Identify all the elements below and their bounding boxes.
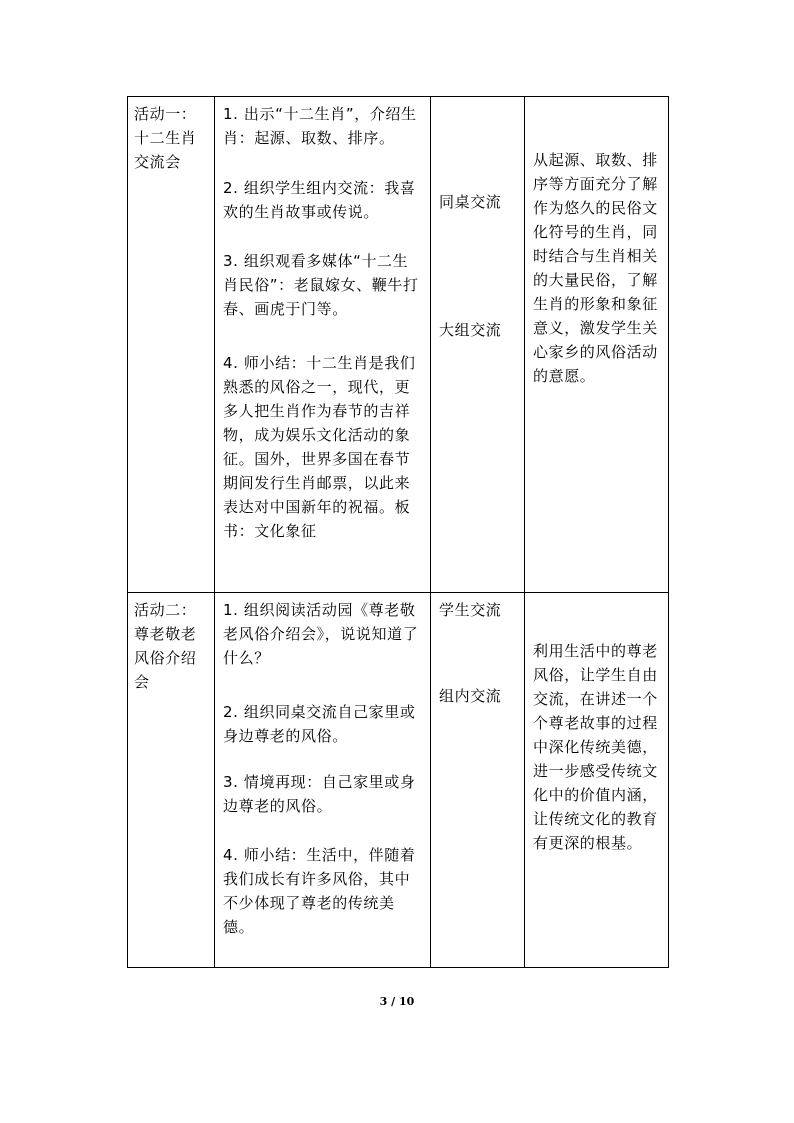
step-text: 2. 组织同桌交流自己家里或身边尊老的风俗。: [223, 703, 416, 745]
step-text: 4. 师小结：生活中，伴随着我们成长有许多风俗，其中不少体现了尊老的传统美德。: [223, 846, 416, 936]
activity-title: 活动二：尊老敬老风俗介绍会: [134, 601, 197, 691]
intent-cell: [525, 593, 668, 967]
table-row: [128, 97, 668, 593]
activity-cell: [128, 593, 215, 967]
activity-cell: [128, 97, 215, 592]
intent-cell: [525, 97, 668, 592]
intent-text: 从起源、取数、排序等方面充分了解作为悠久的民俗文化符号的生肖，同时结合与生肖相关的大量民俗，了解生肖的形象和象征意义，激发学生关心家乡的风俗活动的意愿。: [533, 151, 658, 385]
step-text: 1. 出示“十二生肖”，介绍生肖：起源、取数、排序。: [223, 105, 417, 147]
steps-cell: [215, 593, 431, 967]
form-cell: [431, 97, 525, 592]
form-label: 同桌交流: [439, 193, 502, 211]
steps-cell: [215, 97, 431, 592]
step-text: 1. 组织阅读活动园《尊老敬老风俗介绍会》，说说知道了什么？: [223, 601, 419, 667]
form-label: 学生交流: [439, 601, 502, 619]
form-label: 大组交流: [439, 321, 502, 339]
form-cell: [431, 593, 525, 967]
step-text: 3. 情境再现：自己家里或身边尊老的风俗。: [223, 773, 416, 815]
step-text: 2. 组织学生组内交流：我喜欢的生肖故事或传说。: [223, 179, 416, 221]
page-number: 3 / 10: [379, 995, 415, 1008]
table-row: [128, 593, 668, 967]
step-text: 3. 组织观看多媒体“十二生肖民俗”：老鼠嫁女、鞭牛打春、画虎于门等。: [223, 252, 419, 318]
form-label: 组内交流: [439, 687, 502, 705]
lesson-plan-table: [127, 96, 669, 968]
activity-title: 活动一：十二生肖交流会: [134, 105, 197, 171]
intent-text: 利用生活中的尊老风俗，让学生自由交流，在讲述一个个尊老故事的过程中深化传统美德，进一步感受传统文化中的价值内涵，让传统文化的教育有更深的根基。: [533, 642, 658, 852]
step-text: 4. 师小结：十二生肖是我们熟悉的风俗之一，现代，更多人把生肖作为春节的吉祥物，成为娱乐文化活动的象征。国外，世界多国在春节期间发行生肖邮票，以此来表达对中国新年的祝福。板书：文化象征: [223, 354, 416, 540]
